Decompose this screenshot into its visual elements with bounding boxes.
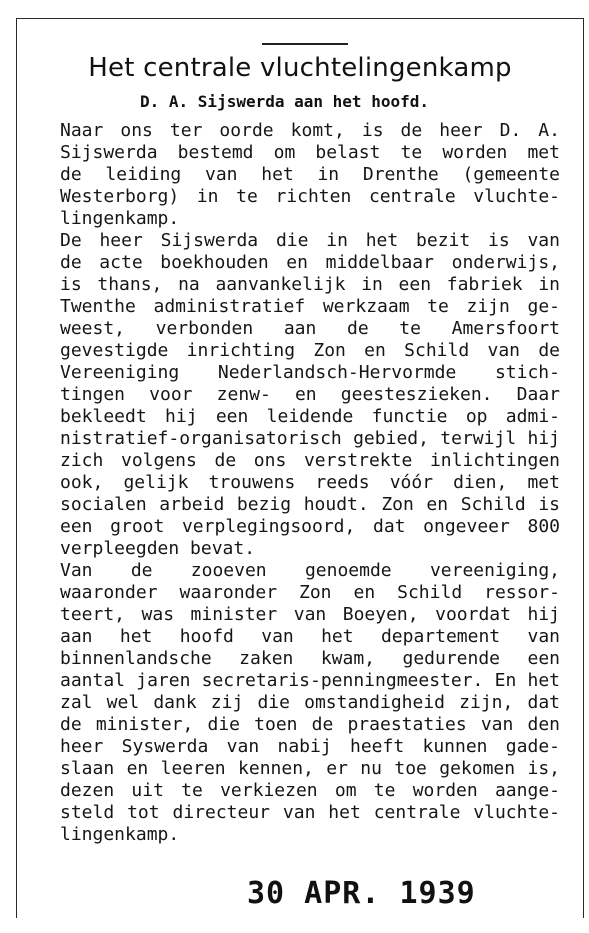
article-line: de acte boekhouden en middelbaar onderwijs, [60, 252, 560, 273]
article-line: Van de zooeven genoemde vereeniging, [60, 560, 560, 581]
subheadline: D. A. Sijswerda aan het hoofd. [140, 92, 429, 111]
article-line: binnenlandsche zaken kwam, gedurende een [60, 648, 560, 669]
headline-rule [262, 43, 348, 45]
article-line: zal wel dank zij die omstandigheid zijn, dat [60, 692, 560, 713]
article-line: aantal jaren secretaris-penningmeester. En het [60, 670, 560, 691]
article-line: een groot verplegingsoord, dat ongeveer 800 [60, 516, 560, 537]
article-line: waaronder waaronder Zon en Schild ressor- [60, 582, 560, 603]
date-stamp: 30 APR. 1939 [247, 876, 476, 911]
article-line: Sijswerda bestemd om belast te worden met [60, 142, 560, 163]
article-line: is thans, na aanvankelijk in een fabriek in [60, 274, 560, 295]
article-line: ook, gelijk trouwens reeds vóór dien, met [60, 472, 560, 493]
article-line: Westerborg) in te richten centrale vluchte- [60, 186, 560, 207]
article-line: Naar ons ter oorde komt, is de heer D. A. [60, 120, 560, 141]
clipping-top-border [16, 18, 584, 19]
article-line: tingen voor zenw- en geesteszieken. Daar [60, 384, 560, 405]
article-line: Vereeniging Nederlandsch-Hervormde stich- [60, 362, 560, 383]
article-line: de minister, die toen de praestaties van den [60, 714, 560, 735]
article-line: aan het hoofd van het departement van [60, 626, 560, 647]
article-line: slaan en leeren kennen, er nu toe gekomen is, [60, 758, 560, 779]
article-line: De heer Sijswerda die in het bezit is van [60, 230, 560, 251]
article-body [60, 120, 560, 846]
article-line: weest, verbonden aan de te Amersfoort [60, 318, 560, 339]
article-line: dezen uit te verkiezen om te worden aange- [60, 780, 560, 801]
clipping-left-border [16, 18, 17, 918]
article-line: de leiding van het in Drenthe (gemeente [60, 164, 560, 185]
article-line: lingenkamp. [60, 824, 180, 845]
headline: Het centrale vluchtelingenkamp [88, 53, 512, 83]
clipping-right-border [583, 18, 584, 918]
article-line: zich volgens de ons verstrekte inlichtingen [60, 450, 560, 471]
article-line: nistratief-organisatorisch gebied, terwijl hij [60, 428, 560, 449]
article-line: heer Syswerda van nabij heeft kunnen gade- [60, 736, 560, 757]
article-line: steld tot directeur van het centrale vluchte- [60, 802, 560, 823]
article-line: verpleegden bevat. [60, 538, 256, 559]
article-line: lingenkamp. [60, 208, 180, 229]
article-line: socialen arbeid bezig houdt. Zon en Schild is [60, 494, 560, 515]
article-line: bekleedt hij een leidende functie op admi- [60, 406, 560, 427]
article-line: gevestigde inrichting Zon en Schild van de [60, 340, 560, 361]
article-line: teert, was minister van Boeyen, voordat hij [60, 604, 560, 625]
article-line: Twenthe administratief werkzaam te zijn ge- [60, 296, 560, 317]
